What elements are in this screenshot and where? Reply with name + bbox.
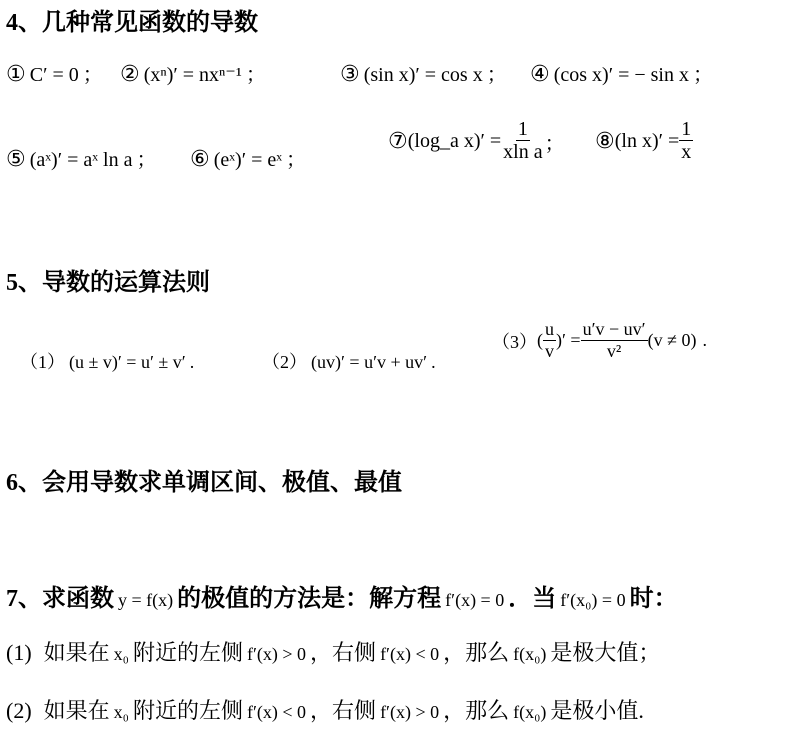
heading-text: 时： (629, 586, 678, 612)
extremum-case-2 (6, 694, 644, 725)
rule-label: （1） (20, 352, 65, 372)
formula-8 (595, 118, 693, 164)
separator: ； (82, 64, 103, 86)
separator: ； (486, 64, 507, 86)
condition: (v ≠ 0) (647, 330, 697, 351)
case-text: 如果在 (43, 698, 110, 723)
end-mark: . (702, 330, 707, 351)
formula-7 (388, 118, 565, 164)
function-expr: y = f(x) (118, 590, 174, 610)
formula-text: (sin x)′ = cos x (363, 64, 483, 86)
formula-4 (530, 58, 713, 87)
fraction-numerator: u′v − uv′ (582, 319, 646, 339)
section-5-heading: 5、导数的运算法则 (6, 270, 210, 296)
function-value: f(x₀) (513, 644, 547, 664)
case-text: 附近的左侧 (132, 698, 243, 723)
case-text: ，那么 (443, 640, 510, 665)
function-value: f(x₀) (513, 702, 547, 722)
rule-label: （2） (262, 352, 307, 372)
condition: f′(x) < 0 (380, 644, 440, 664)
separator: ； (136, 149, 157, 171)
end-mark: . (189, 352, 195, 372)
fraction-denominator: v (545, 340, 554, 361)
formula-text: (eˣ)′ = eˣ (213, 149, 283, 171)
equation: f′(x) = 0 (445, 590, 505, 610)
end-mark: . (431, 352, 436, 372)
heading-text: 7、求函数 (6, 586, 114, 612)
rule-1 (20, 348, 194, 374)
point-symbol: x₀ (113, 702, 129, 722)
heading-text: 的极值的方法是：解方程 (177, 586, 442, 612)
fraction-denominator: xln a (503, 141, 543, 163)
case-text: ，右侧 (310, 640, 377, 665)
case-label: (1) (6, 640, 32, 665)
item-number: ⑥ (190, 147, 210, 172)
case-text: 是极小值. (550, 698, 644, 723)
fraction-numerator: 1 (681, 118, 692, 140)
formula-lhs: (ln x)′ = (614, 129, 680, 152)
rule-2 (262, 348, 436, 374)
formula-text: (cos x)′ = − sin x (553, 64, 689, 86)
fraction (501, 118, 544, 164)
case-text: 如果在 (43, 640, 110, 665)
equation: f′(x₀) = 0 (560, 590, 626, 610)
fraction-numerator: 1 (517, 118, 528, 140)
formula-text: (aˣ)′ = aˣ ln a (29, 149, 133, 171)
separator: ； (693, 64, 713, 86)
condition: f′(x) > 0 (380, 702, 440, 722)
condition: f′(x) < 0 (246, 702, 307, 722)
extremum-case-1 (6, 636, 660, 667)
fraction-denominator: x (681, 141, 692, 163)
case-text: 是极大值； (550, 640, 661, 665)
section-7-heading (6, 578, 678, 613)
section-6-heading: 6、会用导数求单调区间、极值、最值 (6, 470, 402, 496)
item-number: ① (6, 62, 26, 87)
formula-text: (xⁿ)′ = nxⁿ⁻¹ (143, 64, 242, 86)
condition: f′(x) > 0 (246, 644, 307, 664)
item-number: ⑧ (595, 128, 615, 154)
formula-3 (340, 58, 507, 87)
heading-text: ．当 (508, 586, 557, 612)
formula-lhs: (log_a x)′ = (407, 129, 502, 152)
separator: ； (245, 64, 266, 86)
fraction-denominator: v² (606, 340, 622, 361)
item-number: ③ (340, 62, 360, 87)
rule-3: （3） ( $\frac{u}{v}$ )′ = $\frac{u'v - uv'}{\text{v²}}$ (v ≠ 0) . (492, 319, 707, 361)
fraction (679, 118, 693, 164)
formula-6 (190, 143, 306, 172)
case-text: 附近的左侧 (132, 640, 243, 665)
item-number: ② (120, 62, 140, 87)
formula-text: (u ± v)′ = u′ ± v′ (69, 352, 186, 372)
fraction-numerator: u (545, 319, 554, 339)
case-label: (2) (6, 698, 32, 723)
result-fraction (581, 320, 648, 361)
rule-label: （3） (492, 331, 537, 352)
formula-1 (6, 58, 103, 87)
point-symbol: x₀ (113, 644, 129, 664)
item-number: ⑦ (388, 128, 408, 154)
quotient-fraction (543, 320, 556, 361)
separator: ； (286, 149, 307, 171)
formula-2 (120, 58, 266, 87)
separator: ； (544, 132, 565, 155)
formula-text: C′ = 0 (29, 64, 79, 86)
case-text: ，右侧 (310, 698, 377, 723)
formula-5 (6, 143, 156, 172)
case-text: ，那么 (443, 698, 510, 723)
section-4-heading: 4、几种常见函数的导数 (6, 10, 258, 36)
item-number: ⑤ (6, 147, 26, 172)
item-number: ④ (530, 62, 550, 87)
formula-text: (uv)′ = u′v + uv′ (311, 352, 428, 372)
